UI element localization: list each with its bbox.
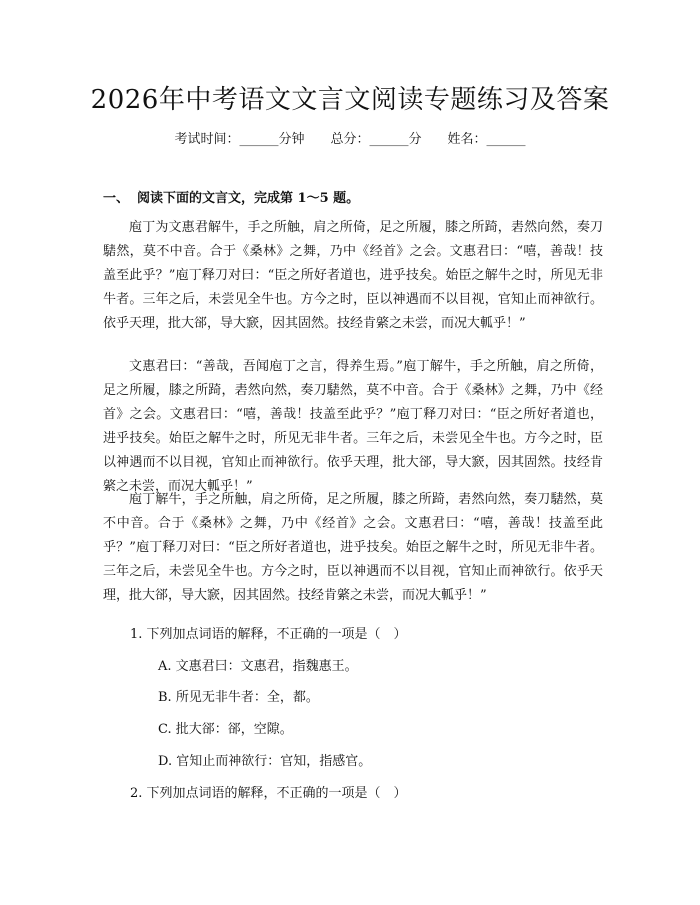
question-1-stem: 1. 下列加点词语的解释，不正确的一项是（ ） <box>130 627 407 642</box>
score-label: 总分： <box>330 132 370 147</box>
section-heading <box>103 190 603 208</box>
passage-paragraph-3: 庖丁解牛，手之所触，肩之所倚，足之所履，膝之所踦，砉然向然，奏刀騞然，莫不中音。合于《桑林》之舞，乃中《经首》之会。文惠君曰：“嘻，善哉！技盖至此乎？”庖丁释刀对曰：“臣之所好者道也，进乎技矣。始臣之解牛之时，所见无非牛者。三年之后，未尝见全牛也。方今之时，臣以神遇而不以目视，官知止而神欲行。依乎天理，批大郤，导大窾，因其固然。技经肯綮之未尝，而况大軱乎！” <box>103 492 603 603</box>
score-unit: 分 <box>408 132 422 147</box>
name-label: 姓名： <box>447 132 487 147</box>
question-1-option-a: A. 文惠君曰：文惠君，指魏惠王。 <box>158 659 358 674</box>
passage-paragraph-1: 庖丁为文惠君解牛，手之所触，肩之所倚，足之所履，膝之所踦，砉然向然，奏刀騞然，莫不中音。合于《桑林》之舞，乃中《经首》之会。文惠君曰：“嘻，善哉！技盖至此乎？”庖丁释刀对曰：“臣之所好者道也，进乎技矣。始臣之解牛之时，所见无非牛者。三年之后，未尝见全牛也。方今之时，臣以神遇而不以目视，官知止而神欲行。依乎天理，批大郤，导大窾，因其固然。技经肯綮之未尝，而况大軱乎！” <box>103 220 603 331</box>
time-label: 考试时间： <box>174 132 240 147</box>
question-2-stem: 2. 下列加点词语的解释，不正确的一项是（ ） <box>130 786 407 801</box>
section-number: 一、 <box>103 191 130 206</box>
exam-info-line <box>0 131 700 149</box>
section-instruction: 阅读下面的文言文，完成第 1～5 题。 <box>137 191 360 206</box>
page-title: 2026年中考语文文言文阅读专题练习及答案 <box>90 85 610 115</box>
score-blank: ______ <box>369 132 409 147</box>
time-blank: ______ <box>239 132 279 147</box>
question-1-option-d: D. 官知止而神欲行：官知，指感官。 <box>158 754 372 769</box>
passage-paragraph-2: 文惠君曰：“善哉，吾闻庖丁之言，得养生焉。”庖丁解牛，手之所触，肩之所倚，足之所履，膝之所踦，砉然向然，奏刀騞然，莫不中音。合于《桑林》之舞，乃中《经首》之会。文惠君曰：“嘻，善哉！技盖至此乎？”庖丁释刀对曰：“臣之所好者道也，进乎技矣。始臣之解牛之时，所见无非牛者。三年之后，未尝见全牛也。方今之时，臣以神遇而不以目视，官知止而神欲行。依乎天理，批大郤，导大窾，因其固然。技经肯綮之未尝，而况大軱乎！” <box>103 359 603 494</box>
question-1-option-c: C. 批大郤：郤，空隙。 <box>158 722 293 737</box>
question-1-option-b: B. 所见无非牛者：全，都。 <box>158 690 319 705</box>
time-unit: 分钟 <box>278 132 305 147</box>
name-blank: ______ <box>486 132 526 147</box>
